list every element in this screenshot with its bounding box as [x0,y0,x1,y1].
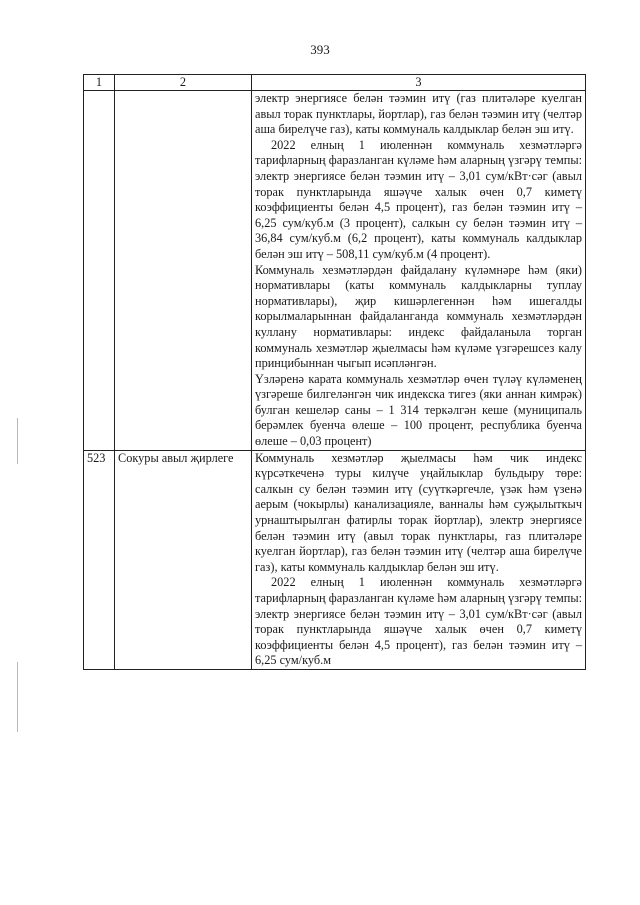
description-paragraph: электр энергиясе белән тәэмин итү (газ плитәләре куелган авыл торак пунктлары, йортлар), газ белән тәэмин итү (челтәр аша бирелүче газ), каты коммуналь калдыклар белән эш итү. [255,91,582,137]
description-cell [252,450,586,669]
description-paragraph: 2022 елның 1 июленнән коммуналь хезмәтләргә тарифларның фаразланган күләме һәм аларның үзгәрү темпы: электр энергиясе белән тәэмин итү – 3,01 сум/кВт·сәг (авыл торак пунктларында яшәүче халык өчен 0,7 киметү коэффициенты белән 4,5 процент), газ белән тәэмин итү – 6,25 сум/куб.м (3 процент), салкын су белән тәэмин итү – 36,84 сум/куб.м (6,2 процент), каты коммуналь калдыклар белән эш итү – 508,11 сум/куб.м (4 процент). [255,137,582,261]
description-cell [252,91,586,451]
row-number [84,91,115,451]
description-paragraph: Үзләренә карата коммуналь хезмәтләр өчен түләү күләменең үзгәреше билгеләнгән чик индекска тигез (яки аннан кимрәк) булган кешеләр саны – 1 314 теркәлгән кеше (муниципаль берәмлек буенча өлеше – 100 процент, республика буенча өлеше – 0,03 процент) [255,371,582,449]
data-table [83,74,586,670]
table-header-row [84,75,586,91]
settlement-name: Сокуры авыл җирлеге [115,450,252,669]
row-number: 523 [84,450,115,669]
table-row [84,450,586,669]
description-paragraph: Коммуналь хезмәтләрдән файдалану күләмнәре һәм (яки) нормативлары (каты коммуналь калдыкларны туплау нормативлары), җир кишәрлегеннән һәм ишегалды корылмаларыннан файдаланганда коммуналь хезмәтләрдән куллану нормативлары: индекс файдаланыла торган коммуналь хезмәтләр җыелмасы һәм күләме үзгәрешсез калу принцибыннан чыгып исәпләнгән. [255,262,582,371]
column-header: 1 [84,75,115,91]
table-row [84,91,586,451]
description-paragraph: Коммуналь хезмәтләр җыелмасы һәм чик индекс күрсәткеченә туры килүче уңайлыклар бульдыру төре: салкын су белән тәэмин итү (суүткәргечле, үзәк һәм үзенә аерым (чокырлы) канализацияле, ванналы һәм суҗылыткыч урнаштырылган фатирлы торак йортлар), электр энергиясе белән тәэмин итү (авыл торак пунктлары, газ плитәләре куелган йортлар), газ белән тәэмин итү (челтәр аша бирелүче газ), каты коммуналь калдыклар белән эш итү. [255,450,582,574]
margin-scan-mark [17,418,18,464]
description-paragraph: 2022 елның 1 июленнән коммуналь хезмәтләргә тарифларның фаразланган күләме һәм аларның үзгәрү темпы: электр энергиясе белән тәэмин итү – 3,01 сум/кВт·сәг (авыл торак пунктларында яшәүче халык өчен 0,7 киметү коэффициенты белән 4,5 процент), газ белән тәэмин итү – 6,25 сум/куб.м [255,575,582,668]
column-header: 3 [252,75,586,91]
page-number: 393 [310,42,330,57]
column-header: 2 [115,75,252,91]
settlement-name [115,91,252,451]
margin-scan-mark [17,662,18,732]
